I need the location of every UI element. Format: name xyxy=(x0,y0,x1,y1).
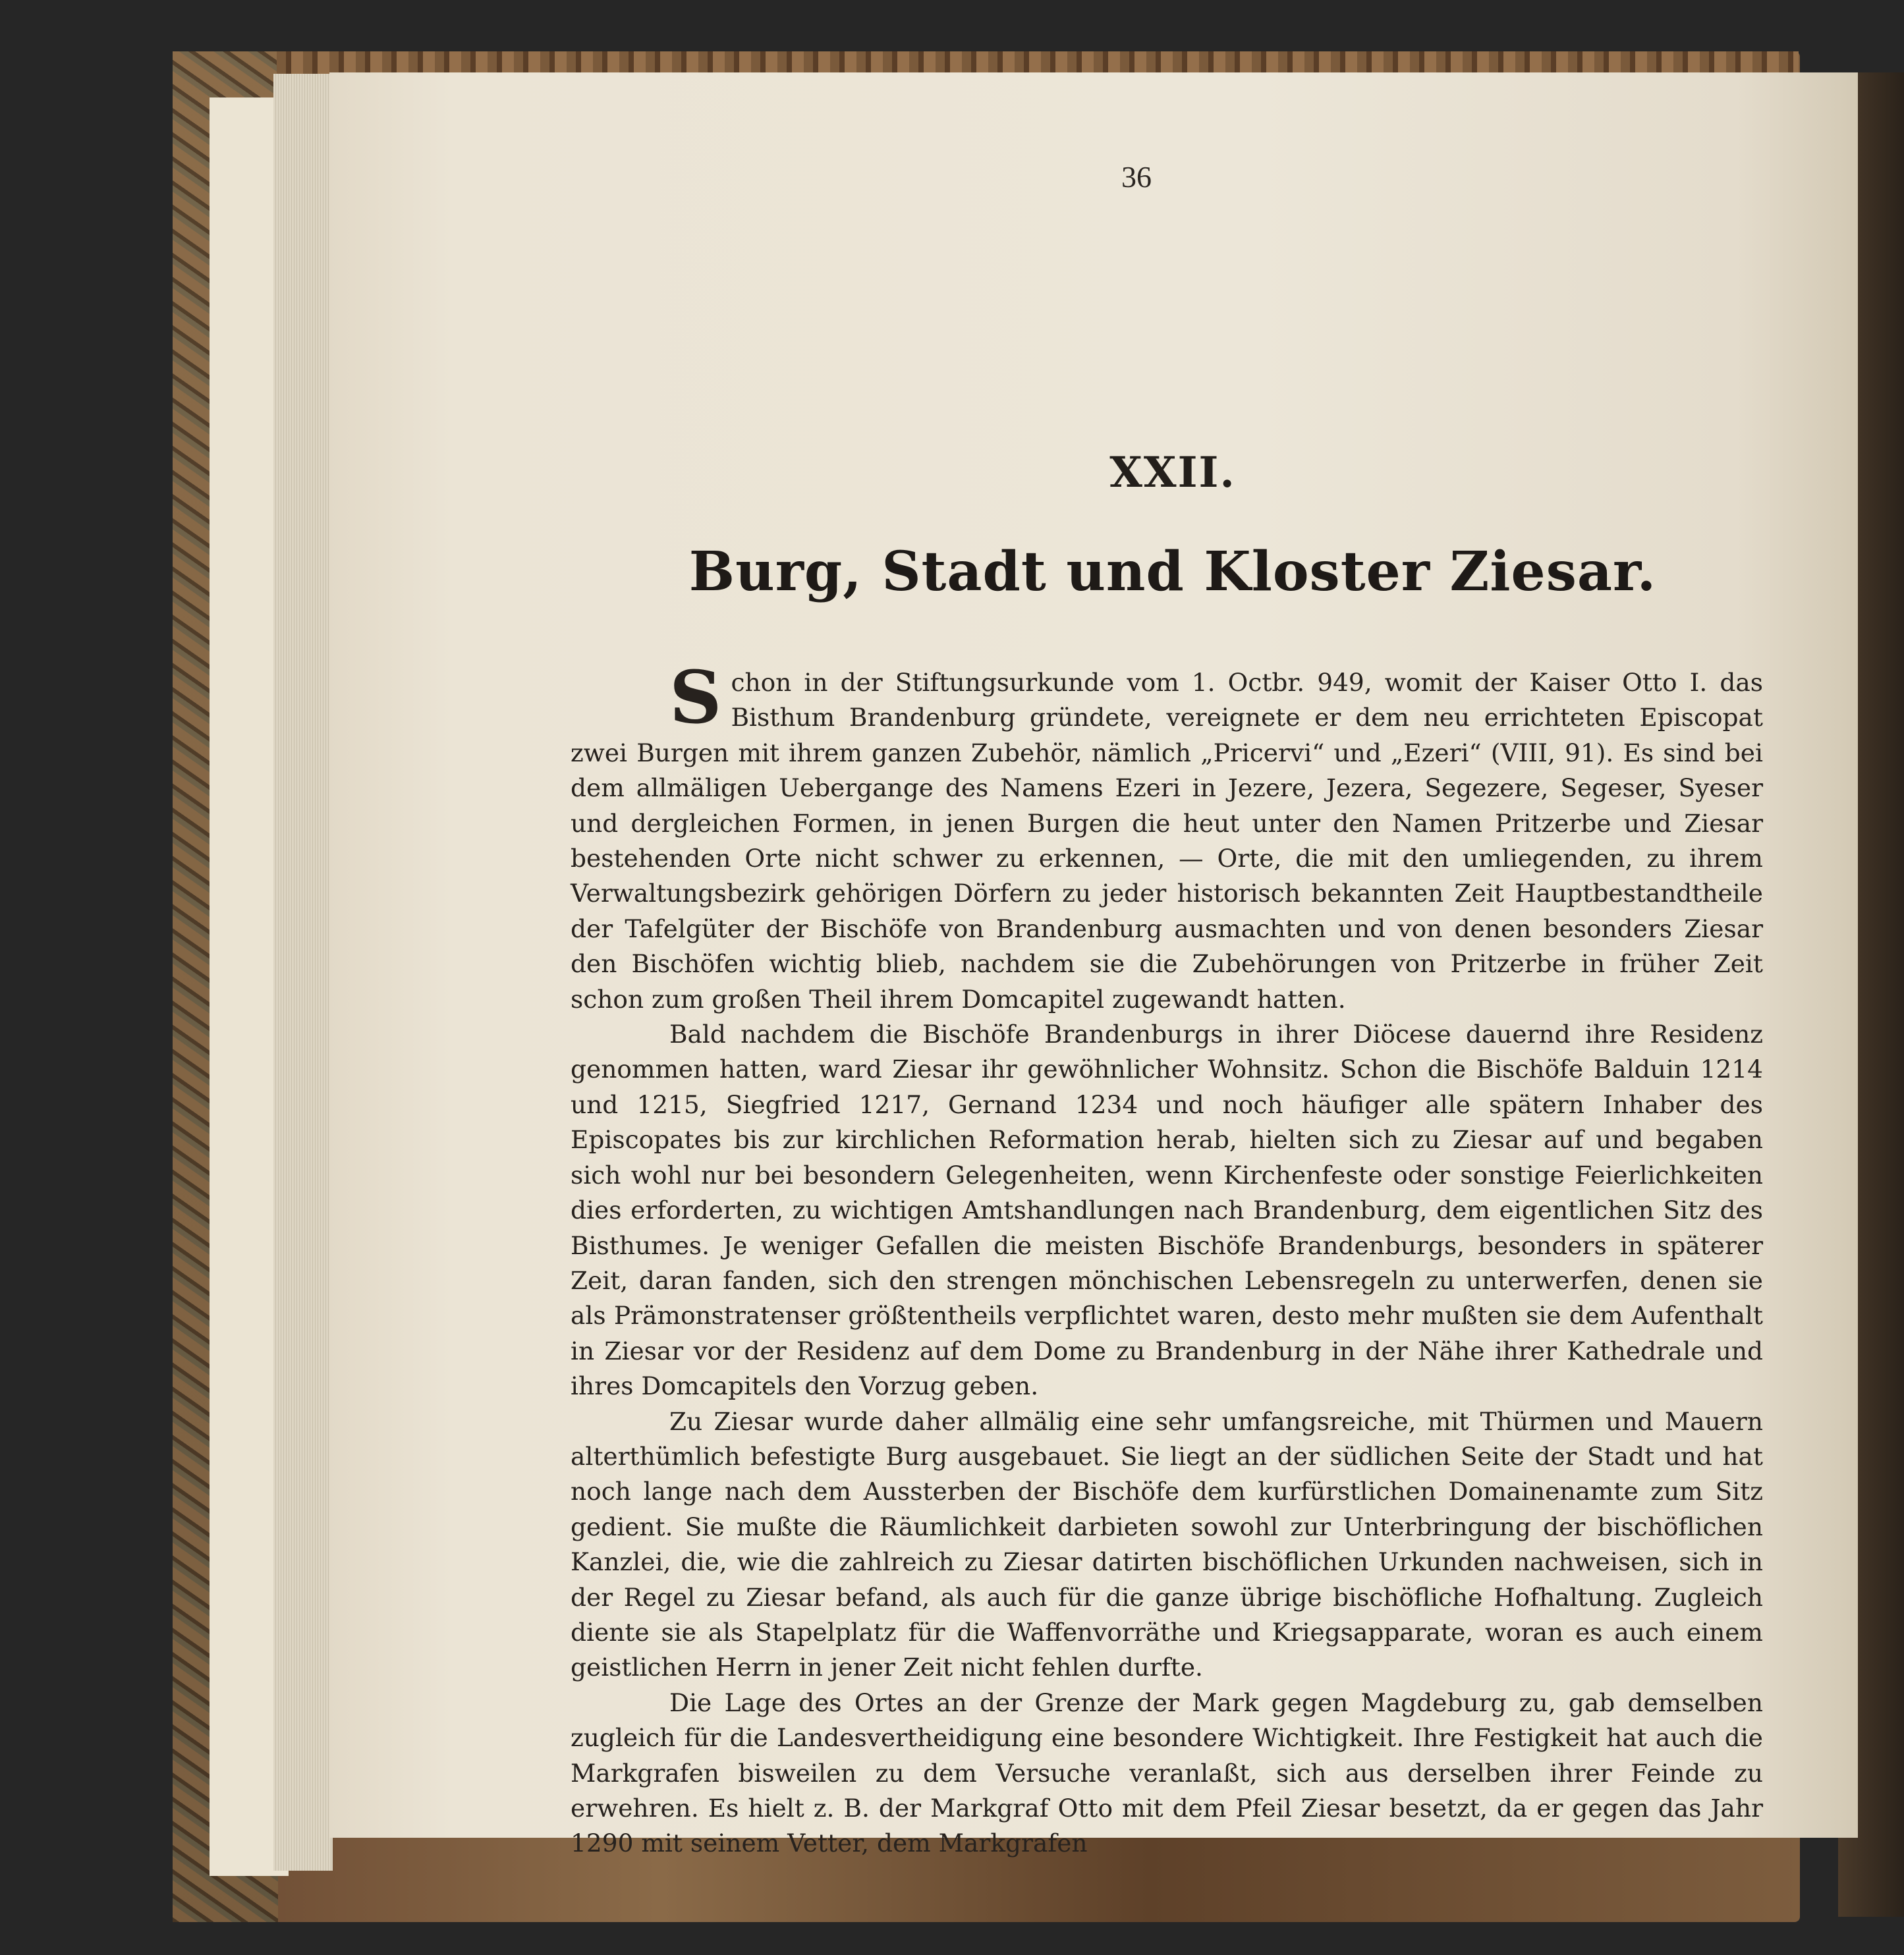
chapter-title: Burg, Stadt und Kloster Ziesar. xyxy=(688,540,1657,603)
paragraph: Zu Ziesar wurde daher allmälig eine sehr umfangsreiche, mit Thürmen und Mauern alterthümlich befestigte Burg ausgebauet. Sie liegt an der südlichen Seite der Stadt und hat noch lange nach dem Aussterben der Bischöfe dem kurfürstlichen Domainenamte zum Sitz gedient. Sie mußte die Räumlichkeit darbieten sowohl zur Unterbringung der bischöflichen Kanzlei, die, wie die zahlreich zu Ziesar datirten bischöflichen Urkunden nachweisen, sich in der Regel zu Ziesar befand, als auch für die ganze übrige bischöfliche Hofhaltung. Zugleich diente sie als Stapelplatz für die Waffenvorräthe und Kriegsapparate, woran es auch einem geistlichen Herrn in jener Zeit nicht fehlen durfte. xyxy=(571,1406,1763,1682)
paragraph: Die Lage des Ortes an der Grenze der Mark gegen Magdeburg zu, gab demselben zugleich für die Landesvertheidigung eine besondere Wichtigkeit. Ihre Festigkeit hat auch die Markgrafen bisweilen zu dem Versuche veranlaßt, sich aus derselben ihrer Feinde zu erwehren. Es hielt z. B. der Markgraf Otto mit dem Pfeil Ziesar besetzt, da er gegen das Jahr 1290 mit seinem Vetter, dem Markgrafen xyxy=(571,1688,1763,1858)
paragraph xyxy=(571,655,1763,1017)
body-text xyxy=(571,655,1763,1861)
drop-cap: S xyxy=(669,655,722,740)
paragraph-text: chon in der Stiftungsurkunde vom 1. Octbr. 949, womit der Kaiser Otto I. das Bisthum Brandenburg gründete, vereignete er dem neu errichteten Episcopat zwei Burgen mit ihrem ganzen Zubehör, nämlich „Pricervi“ und „Ezeri“ (VIII, 91). Es sind bei dem allmäligen Uebergange des Namens Ezeri in Jezere, Jezera, Segezere, Segeser, Syeser und dergleichen Formen, in jenen Burgen die heut unter den Namen Pritzerbe und Ziesar bestehenden Orte nicht schwer zu erkennen, — Orte, die mit den umliegenden, zu ihrem Verwaltungsbezirk gehörigen Dörfern zu jeder historisch bekannten Zeit Hauptbestandtheile der Tafelgüter der Bischöfe von Brandenburg ausmachten und von denen besonders Ziesar den Bischöfen wichtig blieb, nachdem sie die Zubehörungen von Pritzerbe in früher Zeit schon zum großen Theil ihrem Domcapitel zugewandt hatten. xyxy=(571,668,1763,1014)
chapter-number: XXII. xyxy=(1109,448,1236,497)
page-edges xyxy=(273,74,333,1871)
page-number: 36 xyxy=(1121,160,1152,194)
paragraph: Bald nachdem die Bischöfe Brandenburgs in ihrer Diöcese dauernd ihre Residenz genommen hatten, ward Ziesar ihr gewöhnlicher Wohnsitz. Schon die Bischöfe Balduin 1214 und 1215, Siegfried 1217, Gernand 1234 und noch häufiger alle spätern Inhaber des Episcopates bis zur kirchlichen Reformation herab, hielten sich zu Ziesar auf und begaben sich wohl nur bei besondern Gelegenheiten, wenn Kirchenfeste oder sonstige Feierlichkeiten dies erforderten, zu wichtigen Amtshandlungen nach Brandenburg, dem eigentlichen Sitz des Bisthumes. Je weniger Gefallen die meisten Bischöfe Brandenburgs, besonders in späterer Zeit, daran fanden, sich den strengen mönchischen Lebensregeln zu unterwerfen, denen sie als Prämonstratenser größtentheils verpflichtet waren, desto mehr mußten sie dem Aufenthalt in Ziesar vor der Residenz auf dem Dome zu Brandenburg in der Nähe ihrer Kathedrale und ihres Domcapitels den Vorzug geben. xyxy=(571,1020,1763,1401)
